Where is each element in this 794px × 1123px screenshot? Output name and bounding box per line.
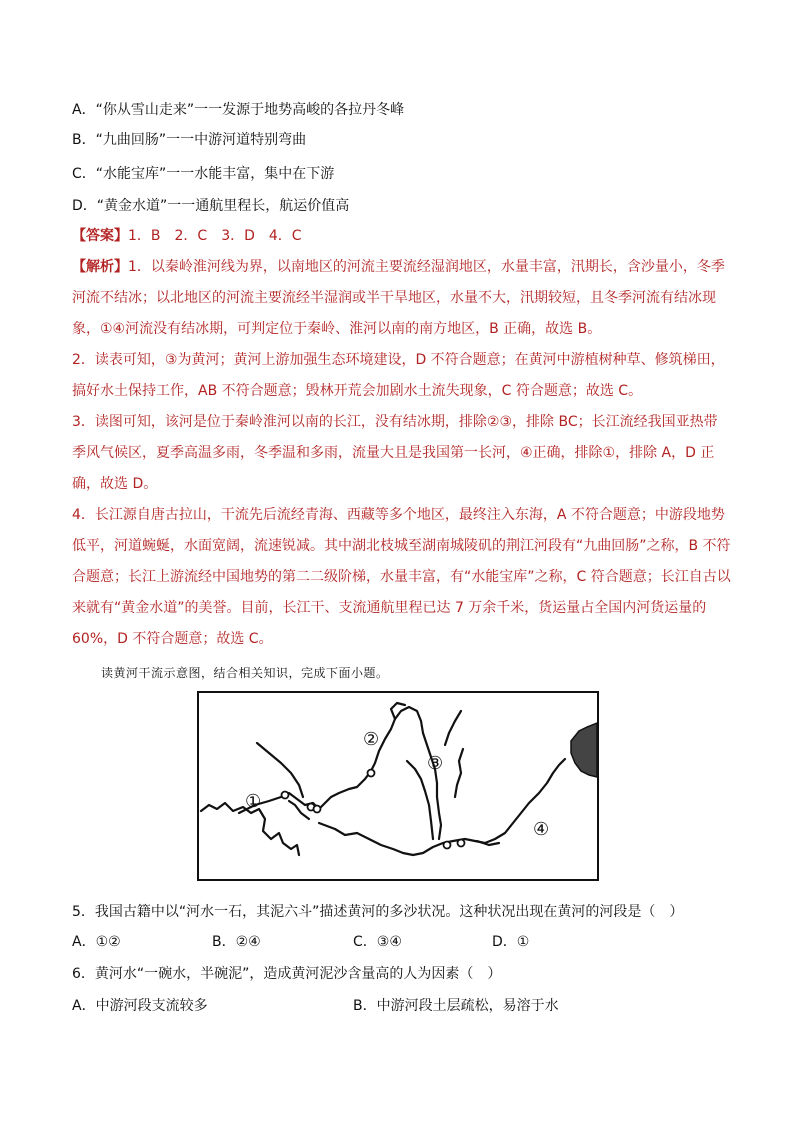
reservoir-marker bbox=[368, 770, 375, 777]
answer-line bbox=[72, 226, 302, 246]
analysis-line-10: 低平，河道蜿蜒，水面宽阔，流速锐减。其中湖北枝城至湖南城陵矶的荆江河段有“九曲回肠”之称，B 不符 bbox=[72, 538, 731, 554]
q6-option-b: B．中游河段土层疏松，易溶于水 bbox=[353, 998, 559, 1014]
q5-option-a: A．①② bbox=[72, 934, 121, 950]
label-2: ② bbox=[363, 729, 380, 750]
tributary-center bbox=[455, 749, 463, 797]
q5-option-c: C．③④ bbox=[353, 934, 402, 950]
analysis-line-7: 季风气候区，夏季高温多雨，冬季温和多雨，流量大且是我国第一长河，④正确，排除①，排除 A，D 正 bbox=[72, 445, 715, 461]
analysis-line-11: 合题意；长江上游流经中国地势的第二二级阶梯，水量丰富，有“水能宝库”之称，C 符合题意；长江自古以 bbox=[72, 569, 731, 585]
analysis-line-5: 搞好水土保持工作，AB 不符合题意；毁林开荒会加剧水土流失现象，C 符合题意；故选 C。 bbox=[72, 383, 643, 399]
q4-option-b: B．“九曲回肠”一一中游河道特别弯曲 bbox=[72, 132, 307, 148]
label-1: ① bbox=[245, 791, 262, 812]
analysis-text: 1．以秦岭淮河线为界，以南地区的河流主要流经湿润地区，水量丰富，汛期长，含沙量小，冬季 bbox=[128, 259, 725, 275]
q4-option-d: D．“黄金水道”一一通航里程长，航运价值高 bbox=[72, 198, 350, 214]
reservoir-marker bbox=[282, 792, 289, 799]
q6-option-a: A．中游河段支流较多 bbox=[72, 998, 208, 1014]
yellow-river-map bbox=[197, 691, 599, 881]
answer-text: 1．B 2．C 3．D 4．C bbox=[128, 228, 302, 244]
analysis-line-4: 2．读表可知，③为黄河；黄河上游加强生态环境建设，D 不符合题意；在黄河中游植树种草、修筑梯田， bbox=[72, 352, 725, 368]
bohai-sea bbox=[571, 723, 597, 777]
analysis-line-13: 60%，D 不符合题意；故选 C。 bbox=[72, 631, 273, 647]
label-4: ④ bbox=[533, 819, 550, 840]
analysis-line-8: 确，故选 D。 bbox=[72, 476, 158, 492]
reservoir-marker bbox=[458, 840, 465, 847]
q4-option-a: A．“你从雪山走来”一一发源于地势高峻的各拉丹冬峰 bbox=[72, 102, 405, 118]
analysis-line-12: 来就有“黄金水道”的美誉。目前，长江干、支流通航里程已达 7 万余千米，货运量占全国内河货运量的 bbox=[72, 600, 707, 616]
q6-stem: 6．黄河水“一碗水，半碗泥”，造成黄河泥沙含量高的人为因素（ ） bbox=[72, 966, 502, 982]
river-main-loop bbox=[239, 707, 444, 839]
q5-stem: 5．我国古籍中以“河水一石，其泥六斗”描述黄河的多沙状况。这种状况出现在黄河的河段是（ ） bbox=[72, 904, 684, 920]
tributary-west bbox=[257, 743, 303, 797]
tributary-north bbox=[445, 711, 461, 745]
analysis-line-2: 河流不结冰；以北地区的河流主要流经半湿润或半干旱地区，水量不大，汛期较短，且冬季河流有结冰现 bbox=[72, 290, 716, 306]
answer-tag: 【答案】 bbox=[72, 228, 128, 244]
analysis-line-1 bbox=[72, 257, 725, 277]
reservoir-marker bbox=[314, 806, 321, 813]
label-3: ③ bbox=[427, 753, 444, 774]
q4-option-c: C．“水能宝库”一一水能丰富，集中在下游 bbox=[72, 166, 335, 182]
analysis-line-9: 4．长江源自唐古拉山，干流先后流经青海、西藏等多个地区，最终注入东海，A 不符合题意；中游段地势 bbox=[72, 507, 725, 523]
river-diagram bbox=[199, 693, 597, 879]
analysis-line-6: 3．读图可知，该河是位于秦岭淮河以南的长江，没有结冰期，排除②③，排除 BC；长江流经我国亚热带 bbox=[72, 414, 718, 430]
river-wei-junction bbox=[319, 823, 335, 829]
analysis-tag: 【解析】 bbox=[72, 259, 128, 275]
q5-option-b: B．②④ bbox=[212, 934, 261, 950]
figure-caption: 读黄河干流示意图，结合相关知识，完成下面小题。 bbox=[101, 666, 389, 680]
reservoir-marker bbox=[444, 842, 451, 849]
analysis-line-3: 象，①④河流没有结冰期，可判定位于秦岭、淮河以南的南方地区，B 正确，故选 B。 bbox=[72, 321, 602, 337]
q5-option-d: D．① bbox=[492, 934, 530, 950]
